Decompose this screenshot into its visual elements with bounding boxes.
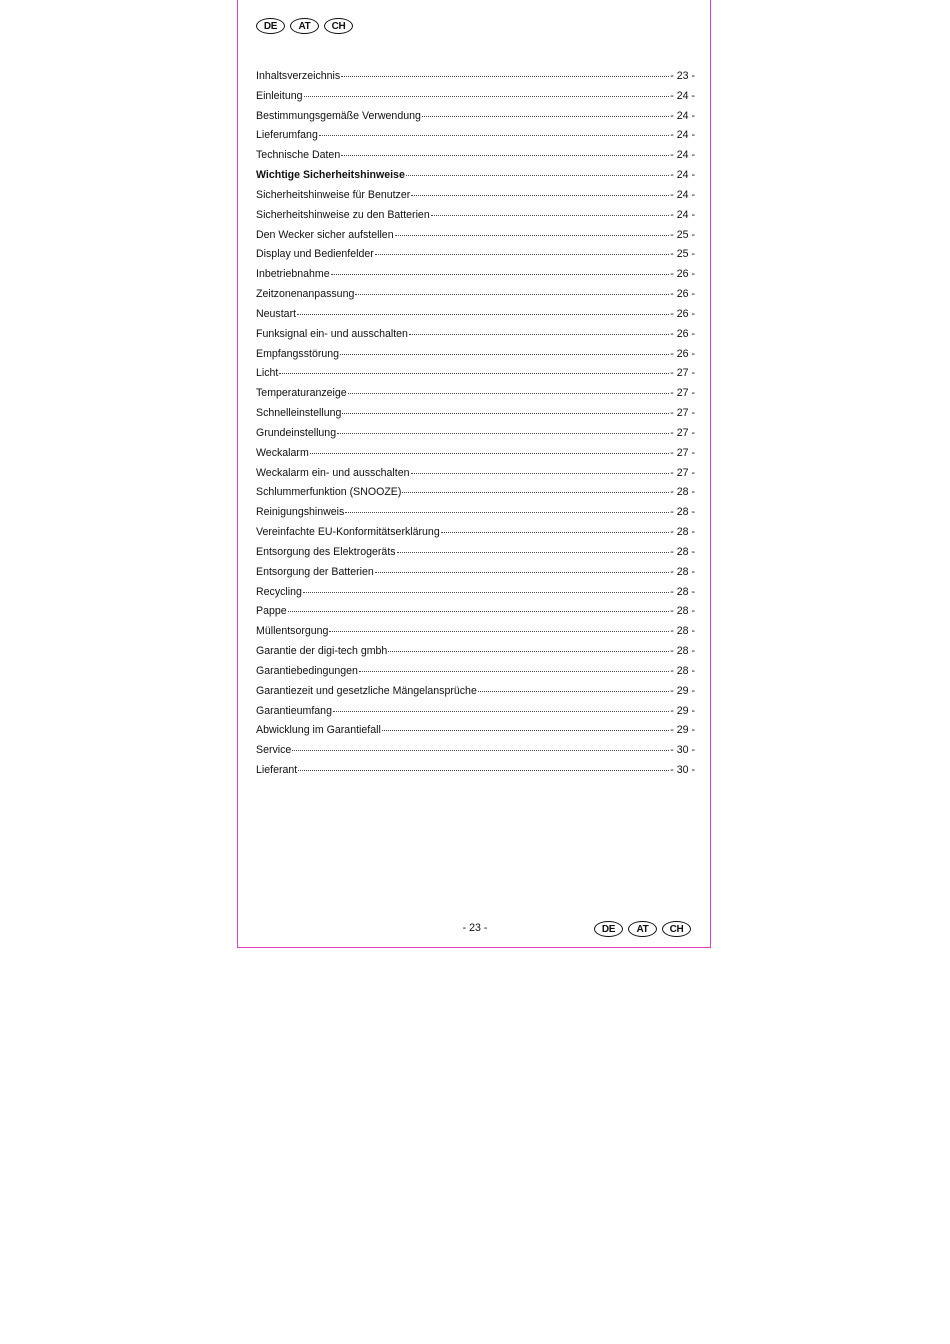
toc-leader-dots: [388, 651, 669, 652]
toc-leader-dots: [406, 175, 669, 176]
toc-leader-dots: [298, 770, 669, 771]
toc-leader-dots: [411, 195, 669, 196]
toc-entry: [256, 129, 695, 149]
toc-entry-title: Wichtige Sicherheitshinweise: [256, 169, 405, 182]
toc-entry-page: - 27 -: [670, 426, 695, 439]
toc-entry-page: - 24 -: [670, 208, 695, 221]
toc-entry-title: Bestimmungsgemäße Verwendung: [256, 109, 421, 122]
toc-entry-title: Neustart: [256, 307, 297, 320]
toc-entry: [256, 705, 695, 725]
toc-entry-title: Garantiebedingungen: [256, 664, 358, 677]
toc-leader-dots: [340, 354, 669, 355]
toc-entry-title: Weckalarm ein- und ausschalten: [256, 466, 410, 479]
toc-entry-page: - 25 -: [670, 248, 695, 261]
toc-leader-dots: [395, 235, 670, 236]
table-of-contents: [256, 70, 695, 784]
toc-entry-title: Inhaltsverzeichnis: [256, 70, 341, 82]
toc-leader-dots: [297, 314, 669, 315]
toc-leader-dots: [342, 413, 669, 414]
toc-entry: [256, 625, 695, 645]
toc-entry: [256, 645, 695, 665]
toc-leader-dots: [345, 512, 669, 513]
toc-entry: [256, 169, 695, 189]
toc-entry-page: - 26 -: [670, 288, 695, 301]
toc-entry-title: Service: [256, 744, 292, 757]
toc-leader-dots: [304, 96, 670, 97]
toc-entry: [256, 665, 695, 685]
toc-leader-dots: [397, 552, 670, 553]
toc-entry: [256, 427, 695, 447]
toc-entry-title: Garantie der digi-tech gmbh: [256, 645, 388, 658]
toc-entry: [256, 248, 695, 268]
toc-entry-title: Display und Bedienfelder: [256, 248, 374, 261]
toc-entry: [256, 387, 695, 407]
toc-entry: [256, 328, 695, 348]
toc-leader-dots: [279, 373, 669, 374]
toc-entry-title: Reinigungshinweis: [256, 506, 345, 519]
toc-leader-dots: [292, 750, 669, 751]
toc-entry: [256, 407, 695, 427]
toc-entry-title: Funksignal ein- und ausschalten: [256, 327, 408, 340]
toc-entry-title: Technische Daten: [256, 149, 341, 162]
toc-entry-page: - 24 -: [670, 109, 695, 122]
toc-entry-page: - 30 -: [670, 744, 695, 757]
toc-entry-title: Pappe: [256, 605, 287, 618]
country-badge-at: AT: [628, 921, 657, 937]
toc-entry: [256, 268, 695, 288]
toc-leader-dots: [402, 492, 669, 493]
toc-entry: [256, 467, 695, 487]
toc-entry-title: Entsorgung der Batterien: [256, 565, 374, 578]
toc-entry-title: Müllentsorgung: [256, 625, 329, 638]
toc-entry-page: - 28 -: [670, 664, 695, 677]
toc-entry-page: - 29 -: [670, 684, 695, 697]
toc-entry: [256, 605, 695, 625]
toc-entry: [256, 229, 695, 249]
toc-leader-dots: [329, 631, 669, 632]
toc-entry-page: - 24 -: [670, 169, 695, 182]
toc-entry: [256, 526, 695, 546]
toc-entry-title: Weckalarm: [256, 446, 309, 459]
toc-entry-page: - 27 -: [670, 387, 695, 400]
toc-entry-page: - 30 -: [670, 763, 695, 776]
toc-leader-dots: [337, 433, 669, 434]
toc-entry-page: - 26 -: [670, 327, 695, 340]
toc-entry: [256, 586, 695, 606]
toc-entry-title: Den Wecker sicher aufstellen: [256, 228, 394, 241]
toc-entry-page: - 29 -: [670, 724, 695, 737]
toc-leader-dots: [478, 691, 669, 692]
toc-entry: [256, 308, 695, 328]
toc-entry-title: Entsorgung des Elektrogeräts: [256, 545, 396, 558]
toc-entry-page: - 28 -: [670, 526, 695, 539]
toc-entry-page: - 26 -: [670, 347, 695, 360]
toc-entry-title: Sicherheitshinweise zu den Batterien: [256, 208, 430, 221]
page-number: - 23 -: [462, 922, 488, 934]
toc-leader-dots: [341, 155, 669, 156]
country-badge-de: DE: [256, 18, 285, 34]
toc-leader-dots: [375, 572, 669, 573]
toc-entry-page: - 28 -: [670, 605, 695, 618]
toc-entry-title: Vereinfachte EU-Konformitätserklärung: [256, 526, 440, 539]
toc-leader-dots: [331, 274, 670, 275]
country-badges-top: [256, 18, 353, 34]
toc-entry-title: Lieferumfang: [256, 129, 318, 142]
toc-entry-page: - 28 -: [670, 645, 695, 658]
toc-leader-dots: [310, 453, 669, 454]
toc-entry-page: - 24 -: [670, 89, 695, 102]
toc-entry: [256, 764, 695, 784]
toc-entry: [256, 70, 695, 90]
country-badge-at: AT: [290, 18, 319, 34]
toc-leader-dots: [409, 334, 669, 335]
country-badge-de: DE: [594, 921, 623, 937]
toc-entry-title: Abwicklung im Garantiefall: [256, 724, 381, 737]
toc-leader-dots: [288, 611, 670, 612]
toc-leader-dots: [355, 294, 669, 295]
toc-entry-page: - 28 -: [670, 565, 695, 578]
toc-entry-title: Zeitzonenanpassung: [256, 288, 355, 301]
toc-leader-dots: [382, 730, 669, 731]
toc-leader-dots: [341, 76, 669, 77]
toc-entry-title: Einleitung: [256, 89, 303, 102]
toc-entry: [256, 90, 695, 110]
toc-entry-page: - 27 -: [670, 466, 695, 479]
toc-entry-page: - 23 -: [670, 70, 695, 82]
toc-entry: [256, 209, 695, 229]
toc-entry-title: Garantiezeit und gesetzliche Mängelansprüche: [256, 684, 477, 697]
toc-entry-title: Sicherheitshinweise für Benutzer: [256, 188, 411, 201]
toc-leader-dots: [348, 393, 670, 394]
toc-entry-title: Schlummerfunktion (SNOOZE): [256, 486, 402, 499]
toc-entry: [256, 110, 695, 130]
toc-entry: [256, 189, 695, 209]
toc-entry-page: - 28 -: [670, 625, 695, 638]
toc-entry-title: Lieferant: [256, 763, 298, 776]
toc-entry-page: - 27 -: [670, 367, 695, 380]
toc-entry-title: Schnelleinstellung: [256, 407, 342, 420]
toc-entry-title: Garantieumfang: [256, 704, 332, 717]
toc-entry-title: Licht: [256, 367, 279, 380]
toc-entry-title: Temperaturanzeige: [256, 387, 347, 400]
toc-entry-title: Inbetriebnahme: [256, 268, 330, 281]
toc-entry: [256, 546, 695, 566]
toc-leader-dots: [431, 215, 670, 216]
toc-entry-page: - 28 -: [670, 545, 695, 558]
toc-entry-page: - 27 -: [670, 407, 695, 420]
toc-entry: [256, 744, 695, 764]
toc-entry: [256, 685, 695, 705]
toc-entry-page: - 24 -: [670, 129, 695, 142]
toc-leader-dots: [303, 592, 669, 593]
toc-entry-page: - 24 -: [670, 149, 695, 162]
toc-entry-title: Recycling: [256, 585, 302, 598]
toc-entry: [256, 367, 695, 387]
toc-entry: [256, 506, 695, 526]
toc-entry-page: - 28 -: [670, 506, 695, 519]
toc-entry: [256, 724, 695, 744]
toc-leader-dots: [333, 711, 669, 712]
toc-entry: [256, 348, 695, 368]
country-badge-ch: CH: [324, 18, 353, 34]
toc-leader-dots: [375, 254, 669, 255]
toc-entry-page: - 28 -: [670, 585, 695, 598]
toc-entry: [256, 288, 695, 308]
toc-entry-page: - 26 -: [670, 268, 695, 281]
toc-entry-page: - 26 -: [670, 307, 695, 320]
toc-entry-page: - 29 -: [670, 704, 695, 717]
country-badges-bottom: [594, 921, 691, 937]
toc-entry-page: - 24 -: [670, 188, 695, 201]
toc-entry-title: Grundeinstellung: [256, 426, 337, 439]
country-badge-ch: CH: [662, 921, 691, 937]
document-page: [237, 0, 711, 948]
toc-entry-page: - 27 -: [670, 446, 695, 459]
toc-leader-dots: [411, 473, 670, 474]
toc-entry: [256, 566, 695, 586]
toc-entry-page: - 25 -: [670, 228, 695, 241]
toc-leader-dots: [359, 671, 669, 672]
toc-entry: [256, 149, 695, 169]
toc-leader-dots: [422, 116, 669, 117]
toc-entry: [256, 486, 695, 506]
toc-leader-dots: [319, 135, 669, 136]
toc-leader-dots: [441, 532, 670, 533]
toc-entry-title: Empfangsstörung: [256, 347, 340, 360]
toc-entry-page: - 28 -: [670, 486, 695, 499]
toc-entry: [256, 447, 695, 467]
